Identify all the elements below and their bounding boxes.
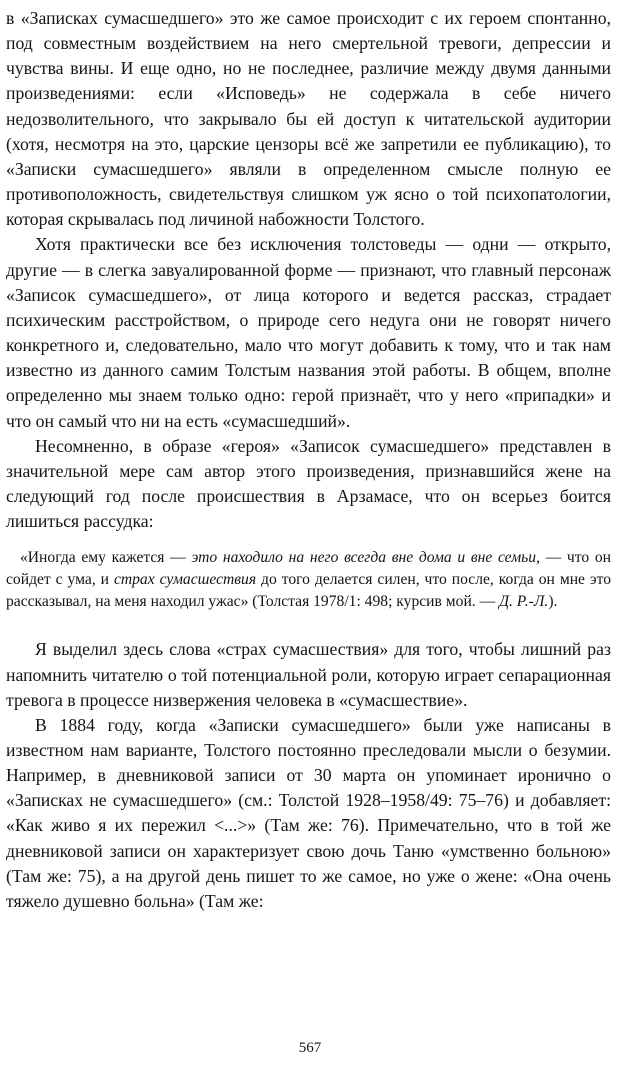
- paragraph-1: в «Записках сумасшедшего» это же самое происходит с их героем спонтанно, под совместным воздействием на него смертельной тревоги, депрессии и чувства вины. И еще одно, но не последнее, различие между двумя данными произведениями: если «Исповедь» не содержала в себе ничего недозволительного, что закрывало бы ей доступ к читательской аудитории (хотя, несмотря на это, царские цензоры всё же запретили ее публикацию), то «Записки сумасшедшего» являли в определенном смысле полную ее противоположность, свидетельствуя слишком уж ясно о той психопатологии, которая скрывалась под личиной набожности Толстого.: [6, 8, 611, 230]
- quote-part-1: «Иногда ему кажется —: [20, 549, 192, 567]
- paragraph-3: Несомненно, в образе «героя» «Записок сумасшедшего» представлен в значительной мере сам автор этого произведения, признавшийся жене на следующий год после происшествия в Арзамасе, что он всерьез боится лишиться рассудка:: [6, 435, 611, 532]
- block-quote: [6, 547, 611, 612]
- quote-part-7: ).: [548, 592, 558, 610]
- quote-text: [6, 547, 611, 612]
- quote-italic-2: страх сумасшествия: [113, 570, 257, 588]
- paragraph-5: В 1884 году, когда «Записки сумасшедшего» были уже написаны в известном нам варианте, Толстого постоянно преследовали мысли о безумии. Например, в дневниковой записи от 30 марта он упоминает иронично о «Записках не сумасшедшего» (см.: Толстой 1928–1958/49: 75–76) и добавляет: «Как живо я их пережил <...>» (Там же: 76). Примечательно, что в той же дневниковой записи он характеризует свою дочь Таню «умственно больною» (Там же: 75), а на другой день пишет то же самое, но уже о жене: «Она очень тяжело душевно больна» (Там же:: [6, 714, 611, 911]
- page-number: 567: [298, 1040, 322, 1056]
- quote-part-5: до того делается силен, что после, когда он мне это рассказывал, на меня находил ужас» (Толстая 1978/1: 498; курсив мой. —: [6, 570, 612, 610]
- quote-italic-1: это находило на него всегда вне дома и вне семьи: [191, 549, 537, 567]
- main-text: [6, 6, 611, 914]
- quote-part-3: , — что он сойдет с ума, и: [6, 549, 611, 588]
- paragraph-2: Хотя практически все без исключения толстоведы — одни — открыто, другие — в слегка завуалированной форме — признают, что главный персонаж «Записок сумасшедшего», от лица которого и ведется рассказ, страдает психическим расстройством, о природе сего недуга они не говорят ничего конкретного и, следовательно, мало что могут добавить к тому, что и так нам известно из данного самим Толстым названия этой работы. В общем, вполне определенно мы знаем только одно: герой признаёт, что у него «припадки» и что он самый что ни на есть «сумасшедший».: [6, 234, 611, 431]
- paragraph-4: Я выделил здесь слова «страх сумасшествия» для того, чтобы лишний раз напомнить читателю о той потенциальной роли, которую играет сепарационная тревога в процессе низвержения человека в «сумасшествие».: [6, 639, 611, 710]
- quote-italic-3: Д. Р.-Л.: [499, 592, 549, 610]
